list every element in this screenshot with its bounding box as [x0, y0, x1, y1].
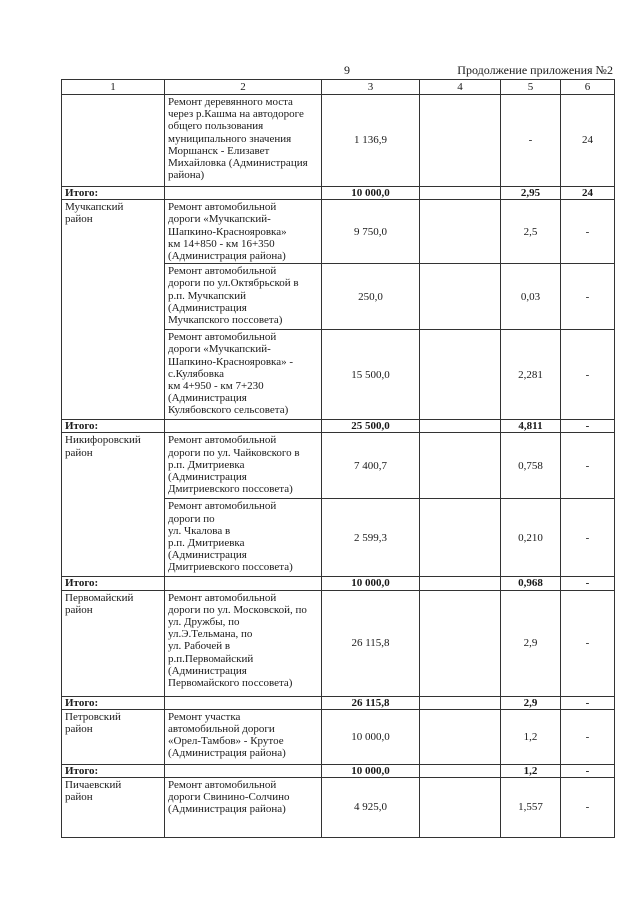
amount-cell: 26 115,8 — [322, 590, 420, 696]
work-description: Ремонт автомобильной дороги «Мучкапский- Шапкино-Краснояровка» - с.Кулябовка км 4+950 - км 7+230 (Администрация Кулябовского сельсовета) — [165, 330, 322, 420]
col5-cell: 2,281 — [501, 330, 561, 420]
page-number: 9 — [344, 63, 350, 77]
header-col-5: 5 — [501, 80, 561, 95]
amount-cell: 10 000,0 — [322, 709, 420, 764]
table-row — [62, 200, 615, 264]
table-row — [62, 778, 615, 838]
col4-cell — [420, 433, 501, 499]
work-description: Ремонт автомобильной дороги по ул. Чкалова в р.п. Дмитриевка (Администрация Дмитриевского поссовета) — [165, 499, 322, 577]
total-empty — [165, 577, 322, 590]
roads-table — [61, 79, 615, 838]
col6-cell: - — [561, 778, 615, 838]
total-label: Итого: — [62, 577, 165, 590]
total-row — [62, 187, 615, 200]
col5-cell: - — [501, 95, 561, 187]
col4-cell — [420, 95, 501, 187]
work-description: Ремонт автомобильной дороги по ул. Московской, по ул. Дружбы, по ул.Э.Тельмана, по ул. Рабочей в р.п.Первомайский (Администрация Первомайского поссовета) — [165, 590, 322, 696]
total-col5: 1,2 — [501, 764, 561, 777]
col6-cell: - — [561, 499, 615, 577]
col6-cell: - — [561, 330, 615, 420]
col6-cell: - — [561, 433, 615, 499]
total-col4 — [420, 187, 501, 200]
total-amount: 26 115,8 — [322, 696, 420, 709]
district-cell — [62, 95, 165, 187]
total-empty — [165, 420, 322, 433]
total-row — [62, 764, 615, 777]
table-row — [62, 95, 615, 187]
col6-cell: - — [561, 264, 615, 330]
total-label: Итого: — [62, 764, 165, 777]
col6-cell: - — [561, 590, 615, 696]
work-description: Ремонт автомобильной дороги по ул.Октябрьской в р.п. Мучкапский (Администрация Мучкапского поссовета) — [165, 264, 322, 330]
work-description: Ремонт деревянного моста через р.Кашма на автодороге общего пользования муниципального значения Моршанск - Елизавет Михайловка (Администрация района) — [165, 95, 322, 187]
header-col-3: 3 — [322, 80, 420, 95]
col6-cell: - — [561, 200, 615, 264]
header-col-4: 4 — [420, 80, 501, 95]
total-col5: 2,95 — [501, 187, 561, 200]
total-col5: 0,968 — [501, 577, 561, 590]
total-amount: 10 000,0 — [322, 764, 420, 777]
amount-cell: 1 136,9 — [322, 95, 420, 187]
district-cell: Петровский район — [62, 709, 165, 764]
col5-cell: 1,2 — [501, 709, 561, 764]
work-description: Ремонт автомобильной дороги по ул. Чайковского в р.п. Дмитриевка (Администрация Дмитриевского поссовета) — [165, 433, 322, 499]
total-row — [62, 696, 615, 709]
col4-cell — [420, 330, 501, 420]
col4-cell — [420, 200, 501, 264]
total-amount: 25 500,0 — [322, 420, 420, 433]
district-cell: Никифоровский район — [62, 433, 165, 577]
col4-cell — [420, 778, 501, 838]
total-col5: 2,9 — [501, 696, 561, 709]
total-col4 — [420, 696, 501, 709]
header-col-2: 2 — [165, 80, 322, 95]
total-col4 — [420, 577, 501, 590]
district-cell: Первомайский район — [62, 590, 165, 696]
total-col4 — [420, 420, 501, 433]
table-row — [62, 590, 615, 696]
total-label: Итого: — [62, 187, 165, 200]
total-col4 — [420, 764, 501, 777]
amount-cell: 9 750,0 — [322, 200, 420, 264]
district-cell: Мучкапский район — [62, 200, 165, 420]
col4-cell — [420, 590, 501, 696]
total-amount: 10 000,0 — [322, 187, 420, 200]
col5-cell: 2,5 — [501, 200, 561, 264]
col5-cell: 2,9 — [501, 590, 561, 696]
work-description: Ремонт участка автомобильной дороги «Орел-Тамбов» - Крутое (Администрация района) — [165, 709, 322, 764]
continuation-note: Продолжение приложения №2 — [457, 63, 613, 77]
total-col6: - — [561, 420, 615, 433]
header-col-6: 6 — [561, 80, 615, 95]
work-description: Ремонт автомобильной дороги Свинино-Солчино (Администрация района) — [165, 778, 322, 838]
total-amount: 10 000,0 — [322, 577, 420, 590]
amount-cell: 15 500,0 — [322, 330, 420, 420]
col5-cell: 0,210 — [501, 499, 561, 577]
total-label: Итого: — [62, 696, 165, 709]
header-col-1: 1 — [62, 80, 165, 95]
total-col5: 4,811 — [501, 420, 561, 433]
col5-cell: 0,03 — [501, 264, 561, 330]
total-empty — [165, 187, 322, 200]
amount-cell: 2 599,3 — [322, 499, 420, 577]
amount-cell: 7 400,7 — [322, 433, 420, 499]
col4-cell — [420, 264, 501, 330]
table-row — [62, 709, 615, 764]
total-col6: - — [561, 577, 615, 590]
table-body — [62, 80, 615, 838]
col6-cell: 24 — [561, 95, 615, 187]
total-empty — [165, 696, 322, 709]
total-col6: - — [561, 764, 615, 777]
total-col6: - — [561, 696, 615, 709]
total-col6: 24 — [561, 187, 615, 200]
col4-cell — [420, 709, 501, 764]
total-empty — [165, 764, 322, 777]
total-row — [62, 577, 615, 590]
col4-cell — [420, 499, 501, 577]
amount-cell: 250,0 — [322, 264, 420, 330]
work-description: Ремонт автомобильной дороги «Мучкапский- Шапкино-Краснояровка» км 14+850 - км 16+350 (Администрация района) — [165, 200, 322, 264]
col6-cell: - — [561, 709, 615, 764]
amount-cell: 4 925,0 — [322, 778, 420, 838]
district-cell: Пичаевский район — [62, 778, 165, 838]
col5-cell: 0,758 — [501, 433, 561, 499]
table-row — [62, 433, 615, 499]
col5-cell: 1,557 — [501, 778, 561, 838]
total-row — [62, 420, 615, 433]
total-label: Итого: — [62, 420, 165, 433]
header-row — [62, 80, 615, 95]
